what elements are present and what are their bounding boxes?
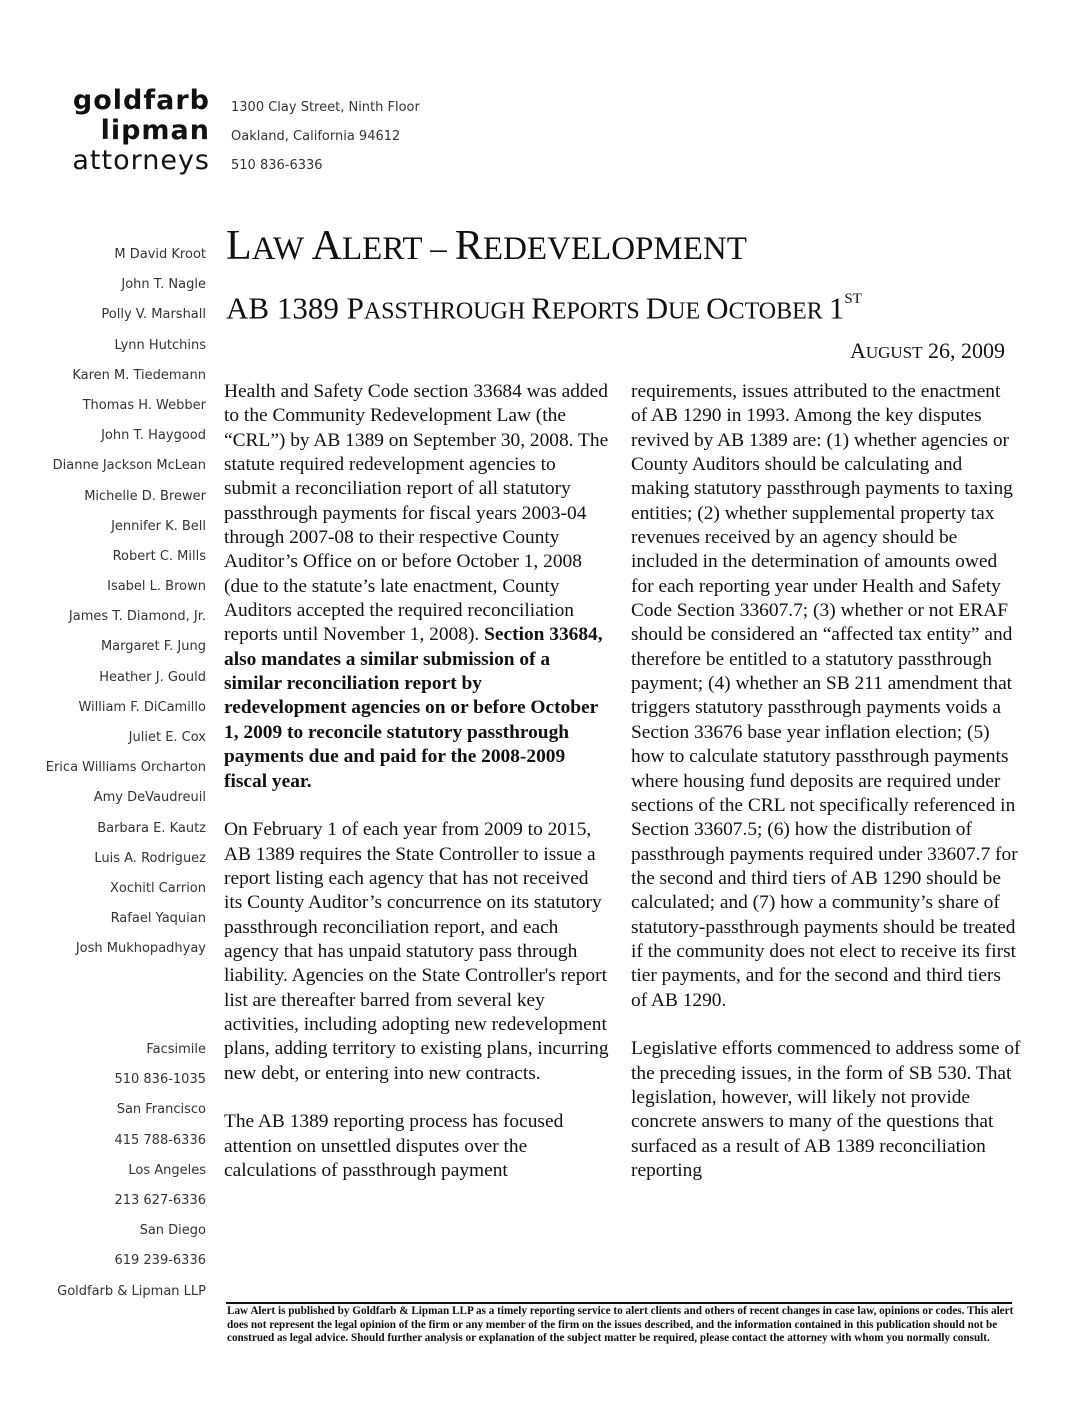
logo-line-lipman: lipman — [100, 115, 210, 146]
subtitle-part: EPORTS — [551, 298, 646, 325]
attorney-name: Isabel L. Brown — [107, 579, 206, 595]
paragraph-3: The AB 1389 reporting process has focused attention on unsettled disputes over the calculations of passthrough payment — [224, 1111, 564, 1181]
contact-line: San Diego — [139, 1223, 206, 1239]
body-column-right — [631, 380, 1021, 1208]
attorney-name: Lynn Hutchins — [114, 337, 206, 353]
attorney-name: M David Kroot — [114, 247, 206, 262]
attorney-name: William F. DiCamillo — [78, 699, 206, 715]
paragraph-2: On February 1 of each year from 2009 to 2015, AB 1389 requires the State Controller to issue a report listing each agency that has not received its County Auditor’s concurrence on its statutory passthrough reconciliation report, and each agency that has unpaid statutory pass through liability. Agencies on the State Controller's report list are thereafter barred from several key activities, including adopting new redevelopment plans, adding territory to existing plans, incurring new debt, or entering into new contracts. — [224, 819, 609, 1084]
attorney-name: Karen M. Tiedemann — [72, 367, 206, 383]
attorney-name: Michelle D. Brewer — [84, 488, 206, 504]
subtitle-superscript: ST — [844, 291, 862, 307]
attorney-name: Heather J. Gould — [99, 669, 206, 685]
attorney-name: Jennifer K. Bell — [111, 518, 206, 534]
logo-line-goldfarb: goldfarb — [72, 85, 210, 116]
publication-date — [850, 338, 1005, 364]
attorney-name: Juliet E. Cox — [128, 730, 206, 745]
attorney-name: Robert C. Mills — [112, 548, 206, 564]
attorney-name: Thomas H. Webber — [82, 397, 206, 413]
subtitle-part: ASSTHROUGH — [363, 298, 532, 325]
date-part: A — [849, 338, 866, 363]
title-part: LERT – — [342, 231, 455, 267]
attorney-roster — [46, 245, 206, 970]
contact-line: Los Angeles — [128, 1162, 206, 1178]
contact-line: Goldfarb & Lipman LLP — [57, 1283, 206, 1299]
attorney-name: Rafael Yaquian — [110, 911, 206, 927]
attorney-name: Barbara E. Kautz — [97, 820, 206, 836]
office-contacts — [57, 1040, 206, 1312]
address-city: Oakland, California 94612 — [231, 129, 401, 144]
contact-line: 415 788-6336 — [114, 1132, 206, 1148]
paragraph-1 — [224, 380, 609, 794]
subtitle-part: R — [531, 290, 552, 326]
paragraph-3-continued: requirements, issues attributed to the enactment of AB 1290 in 1993. Among the key disputes revived by AB 1389 are: (1) whether agencies or County Auditors should be calculating and making statutory passthrough payments to taxing entities; (2) whether supplemental property tax revenues received by an agency should be included in the determination of amounts owed for each reporting year under Health and Safety Code Section 33607.7; (3) whether or not ERAF should be considered an “affected tax entity” and therefore be entitled to a statutory passthrough payment; (4) whether an SB 211 amendment that triggers statutory passthrough payments voids a Section 33676 base year inflation election; (5) how to calculate statutory passthrough payments where housing fund deposits are required under sections of the CRL not specifically referenced in Section 33607.5; (6) how the distribution of passthrough payments required under 33607.7 for the second and third tiers of AB 1290 should be calculated; and (7) how a community’s share of statutory-passthrough payments should be treated if the community does not elect to receive its first tier payments, and for the second and third tiers of AB 1290. — [631, 381, 1018, 1011]
body-column-left — [224, 380, 609, 1208]
subtitle-part: O — [706, 290, 729, 326]
subtitle-part: UE — [668, 298, 707, 325]
title-part: L — [226, 223, 252, 269]
address-phone: 510 836-6336 — [231, 158, 323, 173]
attorney-name: John T. Nagle — [121, 277, 206, 293]
page-subtitle — [226, 285, 862, 329]
title-part: EDEVELOPMENT — [482, 231, 747, 267]
attorney-name: Polly V. Marshall — [101, 307, 206, 323]
contact-line: 213 627-6336 — [114, 1192, 206, 1208]
subtitle-part: CTOBER — [728, 298, 829, 325]
attorney-name: Xochitl Carrion — [109, 880, 206, 896]
firm-logo — [60, 86, 210, 176]
attorney-name: Margaret F. Jung — [100, 639, 206, 655]
page-title — [226, 222, 747, 273]
attorney-name: Amy DeVaudreuil — [93, 790, 206, 806]
logo-line-attorneys: attorneys — [72, 145, 210, 176]
paragraph-4: Legislative efforts commenced to address some of the preceding issues, in the form of SB 530. That legislation, however, will likely not provide concrete answers to many of the questions that surfaced as a result of AB 1389 reconciliation reporting — [631, 1038, 1021, 1181]
attorney-name: Luis A. Rodriguez — [94, 850, 206, 866]
firm-address — [231, 93, 420, 180]
address-street: 1300 Clay Street, Ninth Floor — [231, 100, 420, 115]
attorney-name: John T. Haygood — [101, 428, 206, 444]
contact-line: 510 836-1035 — [114, 1072, 206, 1088]
title-part: AW — [251, 231, 312, 267]
title-part: R — [454, 223, 483, 269]
date-part: 26, 2009 — [922, 338, 1005, 363]
date-part: UGUST — [865, 343, 923, 362]
paragraph-1-text: Health and Safety Code section 33684 was added to the Community Redevelopment Law (the “CRL”) by AB 1389 on September 30, 2008. The statute required redevelopment agencies to submit a reconciliation report of all statutory passthrough payments for fiscal years 2003-04 through 2007-08 to their respective County Auditor’s Office on or before October 1, 2008 (due to the statute’s late enactment, County Auditors accepted the required reconciliation reports until November 1, 2008). — [224, 381, 609, 646]
contact-line: Facsimile — [146, 1042, 206, 1057]
contact-line: 619 239-6336 — [114, 1253, 206, 1269]
attorney-name: Erica Williams Orcharton — [45, 760, 206, 776]
subtitle-part: AB 1389 P — [226, 290, 364, 326]
subtitle-part: D — [645, 290, 669, 326]
title-part: A — [311, 223, 342, 269]
footer-divider — [226, 1302, 1012, 1304]
attorney-name: Josh Mukhopadhyay — [75, 941, 206, 957]
contact-line: San Francisco — [116, 1102, 206, 1118]
attorney-name: Dianne Jackson McLean — [52, 458, 206, 474]
subtitle-part: 1 — [828, 290, 845, 326]
paragraph-1-bold-text: Section 33684, also mandates a similar submission of a similar reconciliation report by redevelopment agencies on or before October 1, 2009 to reconcile statutory passthrough payments due and paid for the 2008-2009 fiscal year. — [224, 624, 603, 792]
attorney-name: James T. Diamond, Jr. — [68, 609, 206, 625]
footer-disclaimer: Law Alert is published by Goldfarb & Lipman LLP as a timely reporting service to alert clients and others of recent changes in case law, opinions or codes. This alert does not represent the legal opinion of the firm or any member of the firm on the issues described, and the information contained in this publication should not be construed as legal advice. Should further analysis or explanation of the subject matter be required, please contact the attorney with whom you normally consult. — [227, 1305, 1014, 1345]
